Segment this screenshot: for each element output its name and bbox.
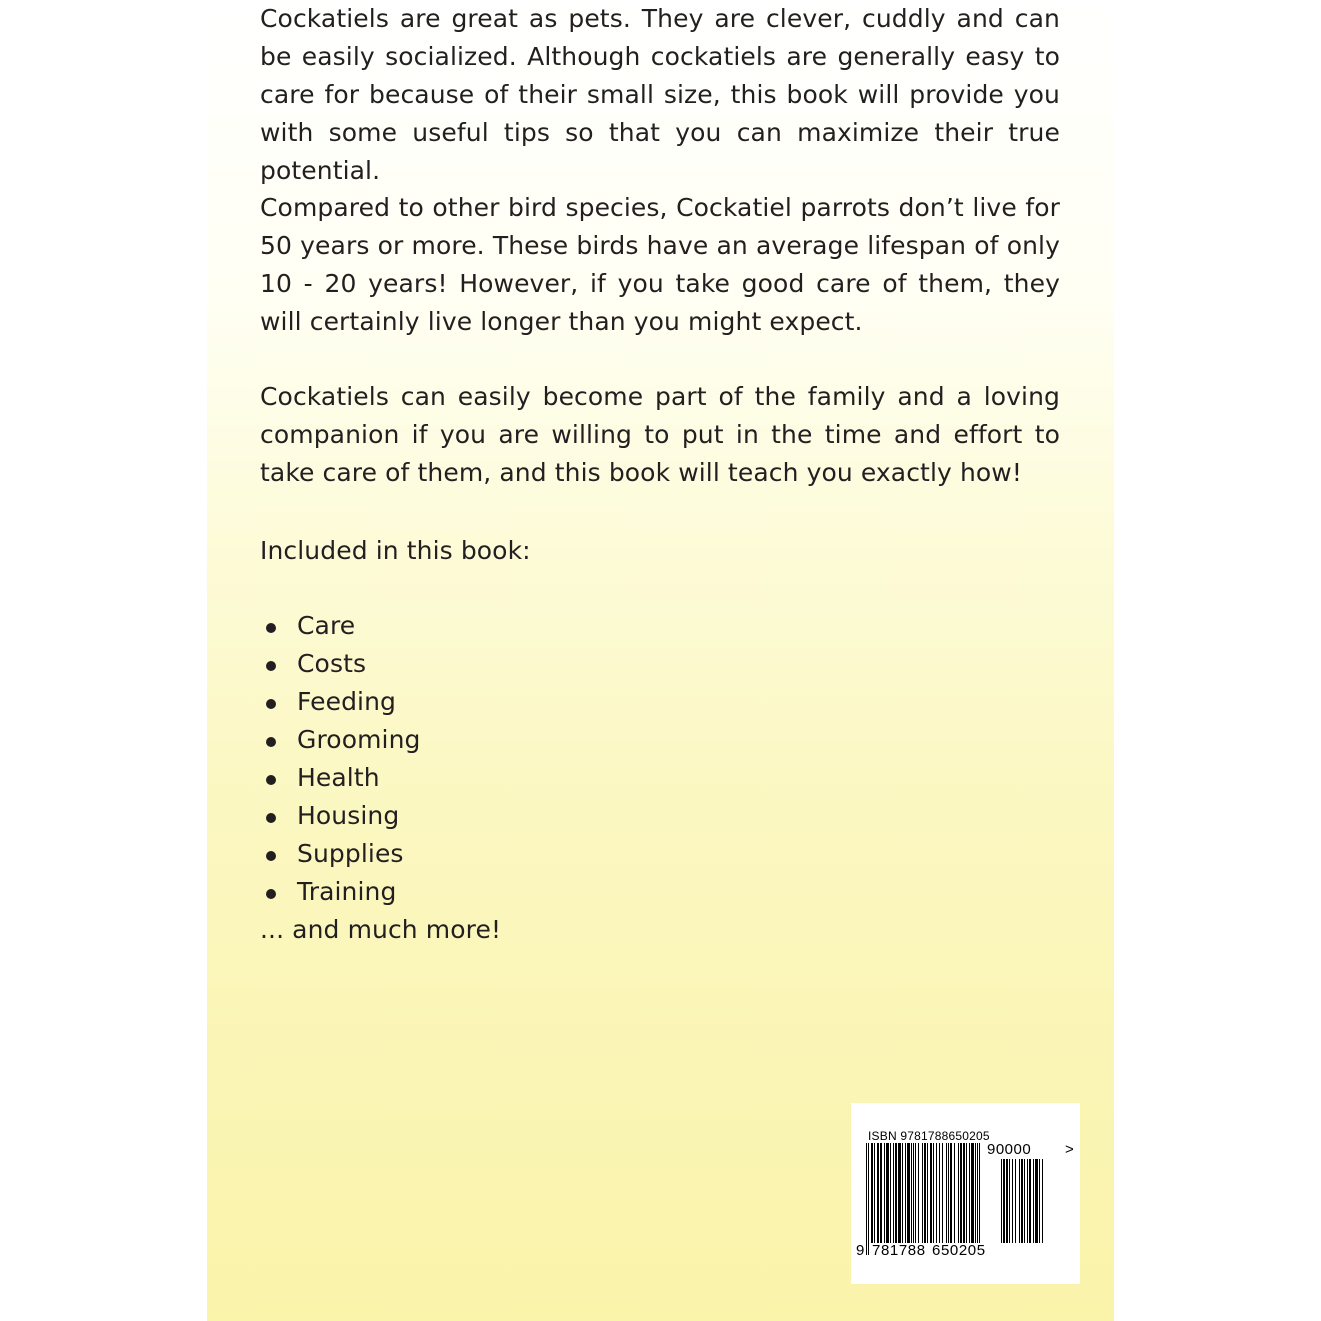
topic-label: Feeding [297,687,397,716]
barcode-bar [890,1143,891,1243]
barcode-bar [939,1143,940,1243]
barcode-bar [927,1143,928,1243]
barcode-bar [913,1143,914,1243]
isbn-label: ISBN 9781788650205 [868,1129,990,1143]
bullet-icon [266,661,276,671]
list-item [260,759,421,797]
bullet-icon [266,813,276,823]
barcode-bar [871,1143,873,1243]
barcode-bar [977,1143,978,1255]
list-item [260,873,421,911]
barcode-bar [874,1143,875,1243]
barcode-bar [1003,1159,1005,1243]
barcode-bar [1021,1159,1023,1243]
bullet-icon [266,737,276,747]
barcode-bar [898,1143,901,1243]
barcode-bar [907,1143,910,1243]
topic-label: Health [297,763,380,792]
bullet-icon [266,889,276,899]
barcode-bar [884,1143,885,1243]
barcode-bar [969,1143,970,1243]
barcode-bar [966,1143,967,1243]
barcode-bar [954,1143,955,1255]
barcode-bar [902,1143,903,1243]
barcode-bar [950,1143,952,1255]
blurb-paragraph-2: Compared to other bird species, Cockatiel parrots don’t live for 50 years or more. These birds have an average lifespan of only 10 - 20 years! However, if you take good care of them, they will certainly live longer than you might expect. [260,193,1060,336]
barcode-bar [1029,1159,1031,1243]
price-code: 90000 [987,1141,1032,1158]
barcode-bar [918,1143,919,1243]
bullet-icon [266,775,276,785]
barcode-bar [1024,1159,1025,1243]
barcode-bar [971,1143,974,1243]
barcode-digits-left: 781788 [872,1242,926,1259]
topic-label: Care [297,611,356,640]
bullet-icon [266,699,276,709]
barcode-bar [911,1143,912,1243]
included-heading: Included in this book: [260,536,531,565]
barcode-bar [1042,1159,1043,1243]
list-item [260,797,421,835]
quiet-zone-arrow: > [1065,1141,1074,1158]
book-back-cover [207,0,1114,1321]
barcode-bar [979,1143,980,1255]
topic-label: Housing [297,801,400,830]
addon-barcode-bars [1001,1159,1065,1243]
barcode-bar [1012,1159,1013,1243]
bullet-icon [266,851,276,861]
barcode-digits-right: 650205 [932,1242,986,1259]
barcode-bar [905,1143,906,1243]
barcode-bar [868,1143,869,1255]
barcode-bar [886,1143,889,1243]
list-item [260,645,421,683]
barcode-bar [975,1143,976,1243]
barcode-bar [922,1143,923,1243]
barcode-bar [948,1143,949,1243]
barcode-bar [1019,1159,1020,1243]
barcode-bar [1027,1159,1028,1243]
barcode-bar [1033,1159,1034,1243]
topic-label: Costs [297,649,367,678]
barcode-bar [880,1143,882,1243]
topic-label: Supplies [297,839,404,868]
barcode-bar [1039,1159,1040,1243]
barcode-bar [933,1143,934,1243]
barcode-bar [877,1143,879,1243]
barcode-bar [936,1143,937,1243]
barcode-bar [1001,1159,1002,1243]
closing-line: ... and much more! [260,915,502,944]
barcode-bar [1015,1159,1016,1243]
barcode-bar [963,1143,965,1243]
list-item [260,683,421,721]
barcode-bar [946,1143,947,1243]
bullet-icon [266,623,276,633]
blurb-paragraph-1: Cockatiels are great as pets. They are clever, cuddly and can be easily socialized. Although cockatiels are generally easy to care for because of their small size, this book will provide you with some useful tips so that you can maximize their true potential. [260,4,1060,185]
ean-barcode-bars [866,1143,992,1255]
barcode-bar [1006,1159,1008,1243]
list-item [260,607,421,645]
barcode-bar [930,1143,932,1243]
barcode-digit-first: 9 [856,1242,865,1259]
list-item [260,835,421,873]
barcode-bar [942,1143,943,1243]
barcode-bar [866,1143,867,1255]
barcode-bar [958,1143,959,1243]
barcode-bar [895,1143,897,1243]
barcode-bar [915,1143,916,1243]
topic-list [260,607,421,911]
barcode-bar [1035,1159,1038,1243]
topic-label: Grooming [297,725,421,754]
list-item [260,721,421,759]
blurb-paragraph-3: Cockatiels can easily become part of the family and a loving companion if you are willing to put in the time and effort to take care of them, and this book will teach you exactly how! [260,382,1060,487]
barcode-bar [893,1143,894,1243]
isbn-barcode [851,1103,1080,1284]
topic-label: Training [297,877,397,906]
barcode-bar [924,1143,926,1243]
barcode-bar [1009,1159,1010,1243]
barcode-bar [960,1143,962,1243]
